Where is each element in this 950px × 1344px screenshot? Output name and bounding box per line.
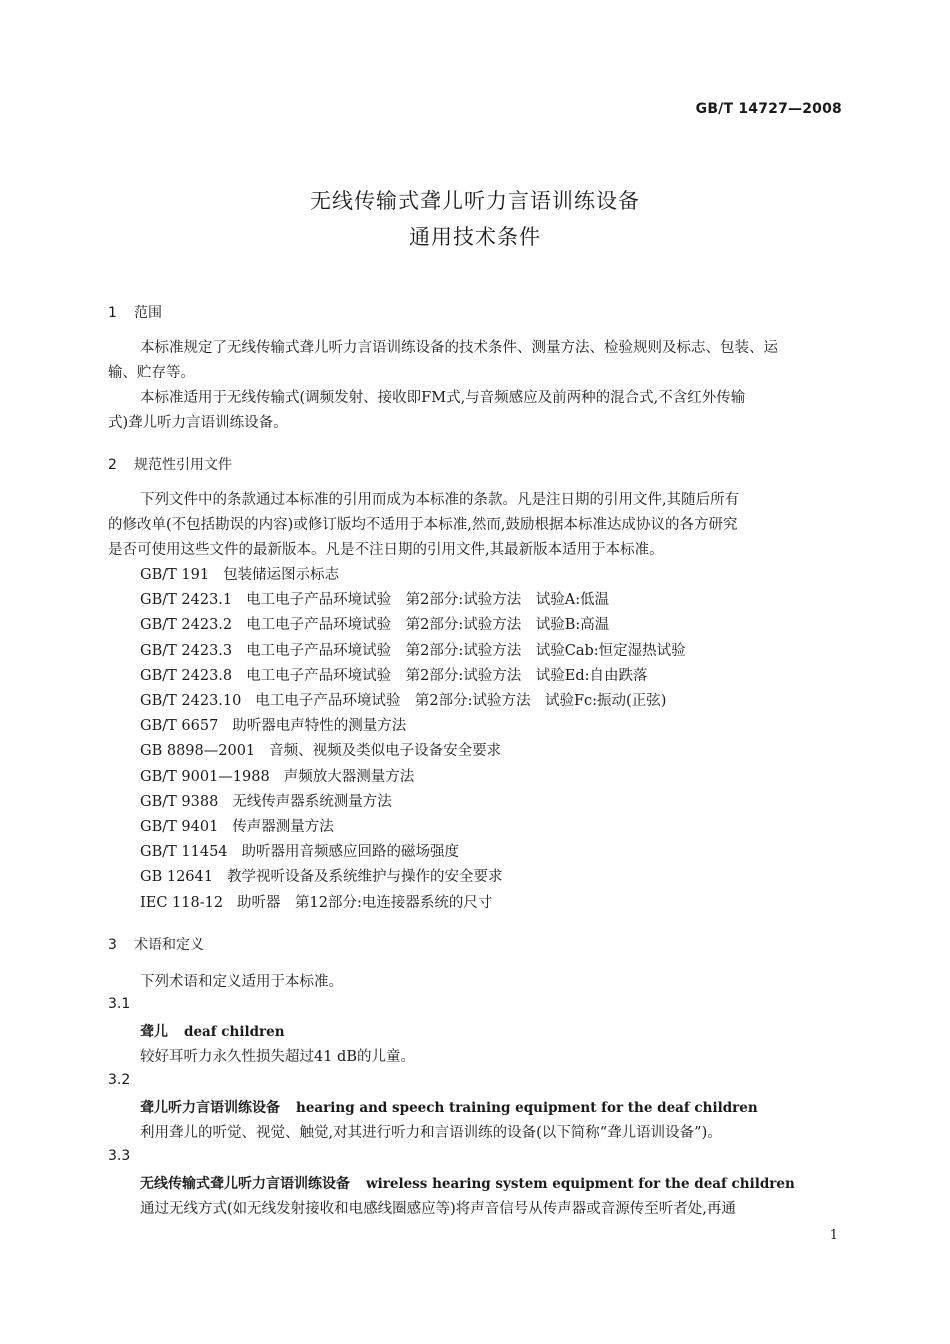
reference-item <box>140 664 686 689</box>
normative-references-list <box>140 563 686 916</box>
reference-code: GB/T 2423.1 <box>140 592 233 609</box>
reference-code: GB/T 6657 <box>140 718 219 735</box>
term-number: 3.1 <box>108 996 131 1012</box>
reference-title: 电工电子产品环境试验 第2部分:试验方法 试验B:高温 <box>246 617 610 634</box>
reference-title: 无线传声器系统测量方法 <box>232 793 392 810</box>
reference-title: 教学视听设备及系统维护与操作的安全要求 <box>226 869 503 886</box>
section-2-heading <box>108 454 232 474</box>
reference-title: 电工电子产品环境试验 第2部分:试验方法 试验Fc:振动(正弦) <box>255 693 667 710</box>
reference-code: GB/T 2423.8 <box>140 667 233 684</box>
term-en: deaf children <box>184 1024 285 1040</box>
reference-title: 电工电子产品环境试验 第2部分:试验方法 试验A:低温 <box>246 592 610 609</box>
reference-item <box>140 840 686 865</box>
reference-item <box>140 588 686 613</box>
text-line: 式)聋儿听力言语训练设备。 <box>108 415 288 431</box>
section-number: 2 <box>108 457 117 473</box>
reference-title: 传声器测量方法 <box>232 819 334 836</box>
term-heading <box>140 1173 795 1193</box>
document-title-line2: 通用技术条件 <box>409 225 541 249</box>
reference-title: 音频、视频及类似电子设备安全要求 <box>269 743 502 760</box>
reference-item <box>140 815 686 840</box>
reference-item <box>140 891 686 916</box>
term-en: wireless hearing system equipment for the deaf children <box>366 1176 795 1192</box>
section-3-intro: 下列术语和定义适用于本标准。 <box>140 974 343 990</box>
reference-code: GB 8898—2001 <box>140 743 256 760</box>
reference-code: GB/T 9388 <box>140 793 219 810</box>
reference-code: GB/T 2423.3 <box>140 642 233 659</box>
reference-item <box>140 714 686 739</box>
reference-title: 助听器电声特性的测量方法 <box>232 718 407 735</box>
section-title: 术语和定义 <box>134 937 204 953</box>
reference-title: 助听器 第12部分:电连接器系统的尺寸 <box>237 894 493 911</box>
reference-code: GB 12641 <box>140 869 213 886</box>
text-line: 是否可使用这些文件的最新版本。凡是不注日期的引用文件,其最新版本适用于本标准。 <box>108 542 664 558</box>
section-1-paragraph-2 <box>108 386 843 436</box>
text-line: 下列文件中的条款通过本标准的引用而成为本标准的条款。凡是注日期的引用文件,其随后所有 <box>140 492 740 508</box>
reference-item <box>140 739 686 764</box>
term-number: 3.3 <box>108 1148 131 1164</box>
section-number: 3 <box>108 937 117 953</box>
reference-title: 电工电子产品环境试验 第2部分:试验方法 试验Cab:恒定湿热试验 <box>246 642 686 659</box>
reference-title: 声频放大器测量方法 <box>283 768 415 785</box>
term-cn: 无线传输式聋儿听力言语训练设备 <box>140 1176 350 1192</box>
reference-item <box>140 765 686 790</box>
reference-code: GB/T 11454 <box>140 844 228 861</box>
document-title-line1: 无线传输式聋儿听力言语训练设备 <box>310 189 640 213</box>
reference-code: IEC 118-12 <box>140 894 224 911</box>
reference-code: GB/T 191 <box>140 567 210 583</box>
reference-title: 包装储运图示标志 <box>223 567 340 583</box>
reference-title: 助听器用音频感应回路的磁场强度 <box>241 844 460 861</box>
text-line: 的修改单(不包括勘误的内容)或修订版均不适用于本标准,然而,鼓励根据本标准达成协议的各方研究 <box>108 517 738 533</box>
text-line: 本标准规定了无线传输式聋儿听力言语训练设备的技术条件、测量方法、检验规则及标志、包装、运 <box>140 340 778 356</box>
standard-code: GB/T 14727—2008 <box>695 101 842 117</box>
reference-code: GB/T 9001—1988 <box>140 768 270 785</box>
reference-code: GB/T 2423.2 <box>140 617 233 634</box>
section-number: 1 <box>108 305 117 321</box>
section-title: 规范性引用文件 <box>134 457 232 473</box>
section-1-paragraph-1 <box>108 336 843 386</box>
reference-title: 电工电子产品环境试验 第2部分:试验方法 试验Ed:自由跌落 <box>246 667 648 684</box>
term-number: 3.2 <box>108 1072 131 1088</box>
reference-item <box>140 689 686 714</box>
reference-item <box>140 865 686 890</box>
term-cn: 聋儿听力言语训练设备 <box>140 1100 280 1116</box>
term-en: hearing and speech training equipment for the deaf children <box>296 1100 758 1116</box>
section-title: 范围 <box>134 305 162 321</box>
reference-code: GB/T 2423.10 <box>140 693 242 710</box>
term-definition: 较好耳听力永久性损失超过41 dB的儿童。 <box>140 1049 415 1065</box>
reference-code: GB/T 9401 <box>140 819 219 836</box>
term-cn: 聋儿 <box>140 1024 168 1040</box>
reference-item <box>140 563 686 588</box>
section-2-intro <box>108 488 843 563</box>
term-heading <box>140 1021 285 1041</box>
page-number: 1 <box>829 1228 838 1243</box>
section-1-heading <box>108 302 162 322</box>
section-3-heading <box>108 934 204 954</box>
reference-item <box>140 639 686 664</box>
reference-item <box>140 790 686 815</box>
term-definition: 利用聋儿的听觉、视觉、触觉,对其进行听力和言语训练的设备(以下简称“聋儿语训设备”)。 <box>140 1125 722 1141</box>
text-line: 输、贮存等。 <box>108 365 195 381</box>
reference-item <box>140 613 686 638</box>
term-definition: 通过无线方式(如无线发射接收和电感线圈感应等)将声音信号从传声器或音源传至听者处,再通 <box>140 1201 736 1217</box>
term-heading <box>140 1097 758 1117</box>
text-line: 本标准适用于无线传输式(调频发射、接收即FM式,与音频感应及前两种的混合式,不含红外传输 <box>140 390 746 406</box>
